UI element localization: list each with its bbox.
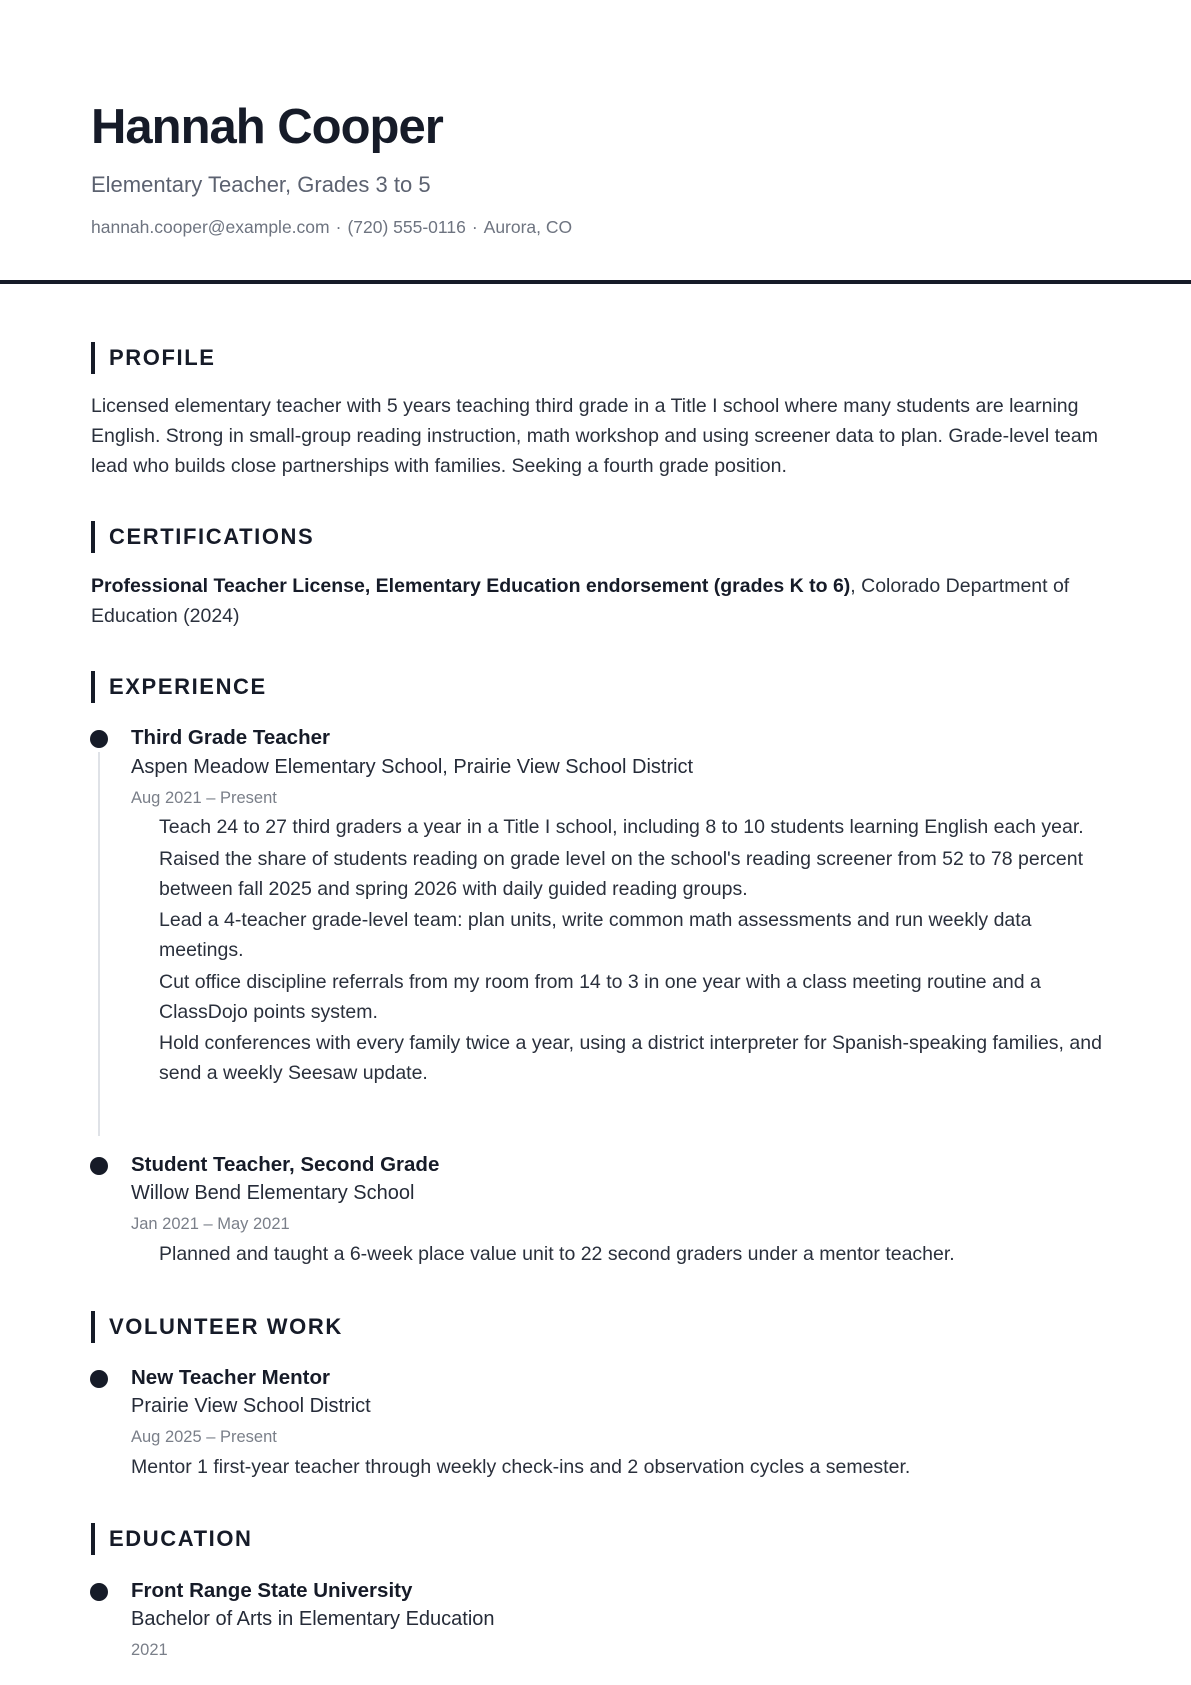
education-school: Front Range State University	[131, 1579, 413, 1602]
experience-dates: Jan 2021 – May 2021	[131, 1215, 290, 1233]
contact-email[interactable]: hannah.cooper@example.com	[91, 217, 330, 237]
section-heading-volunteer	[91, 1311, 343, 1343]
candidate-name: Hannah Cooper	[91, 100, 443, 154]
experience-bullet: Teach 24 to 27 third graders a year in a Title I school, including 8 to 10 students learning English each year.	[159, 816, 1084, 838]
certification-item	[91, 571, 1111, 631]
certification-detail: , Colorado Department of Education (2024)	[91, 575, 1070, 627]
volunteer-title: New Teacher Mentor	[131, 1366, 330, 1389]
experience-bullet: Cut office discipline referrals from my room from 14 to 3 in one year with a class meeting routine and a ClassDojo points system.	[159, 970, 1041, 1023]
section-heading-label: EDUCATION	[109, 1526, 253, 1551]
experience-bullet: Lead a 4-teacher grade-level team: plan units, write common math assessments and run weekly data meetings.	[159, 909, 1032, 961]
timeline-dot	[90, 1370, 108, 1388]
experience-org: Willow Bend Elementary School	[131, 1182, 415, 1204]
timeline-dot	[90, 730, 108, 748]
experience-bullets	[159, 1239, 1109, 1271]
timeline-dot	[90, 1157, 108, 1175]
experience-bullet: Planned and taught a 6-week place value unit to 22 second graders under a mentor teacher.	[159, 1243, 955, 1265]
experience-title: Student Teacher, Second Grade	[131, 1153, 440, 1176]
candidate-title: Elementary Teacher, Grades 3 to 5	[91, 172, 431, 197]
contact-separator: ·	[335, 217, 342, 237]
section-heading-education	[91, 1523, 253, 1555]
section-heading-label: PROFILE	[109, 345, 216, 370]
certification-name: Professional Teacher License, Elementary Education endorsement (grades K to 6)	[91, 575, 851, 597]
header-divider	[0, 280, 1191, 284]
contact-location: Aurora, CO	[483, 217, 573, 237]
timeline-dot	[90, 1583, 108, 1601]
experience-title: Third Grade Teacher	[131, 726, 330, 749]
experience-bullets	[159, 812, 1109, 1090]
section-heading-label: VOLUNTEER WORK	[109, 1314, 343, 1339]
volunteer-dates: Aug 2025 – Present	[131, 1428, 277, 1446]
contact-separator: ·	[471, 217, 478, 237]
section-heading-certifications	[91, 521, 315, 553]
experience-dates: Aug 2021 – Present	[131, 789, 277, 807]
contact-line	[91, 215, 572, 239]
volunteer-description: Mentor 1 first-year teacher through weekly check-ins and 2 observation cycles a semester.	[131, 1456, 911, 1478]
profile-summary: Licensed elementary teacher with 5 years teaching third grade in a Title I school where many students are learning English. Strong in small-group reading instruction, math workshop and using screener data to plan. Grade-level team lead who builds close partnerships with families. Seeking a fourth grade position.	[91, 395, 1098, 477]
experience-bullet: Raised the share of students reading on grade level on the school's reading screener from 52 to 78 percent between fall 2025 and spring 2026 with daily guided reading groups.	[159, 847, 1084, 900]
section-heading-experience	[91, 671, 267, 703]
volunteer-org: Prairie View School District	[131, 1395, 371, 1417]
section-heading-label: EXPERIENCE	[109, 674, 267, 699]
experience-bullet: Hold conferences with every family twice a year, using a district interpreter for Spanish-speaking families, and send a weekly Seesaw update.	[159, 1032, 1102, 1084]
section-heading-label: CERTIFICATIONS	[109, 524, 315, 549]
education-year: 2021	[131, 1641, 168, 1659]
experience-org: Aspen Meadow Elementary School, Prairie View School District	[131, 756, 694, 778]
section-heading-profile	[91, 342, 216, 374]
contact-phone[interactable]: (720) 555-0116	[347, 217, 466, 237]
education-degree: Bachelor of Arts in Elementary Education	[131, 1608, 495, 1630]
timeline-line	[98, 752, 100, 1136]
